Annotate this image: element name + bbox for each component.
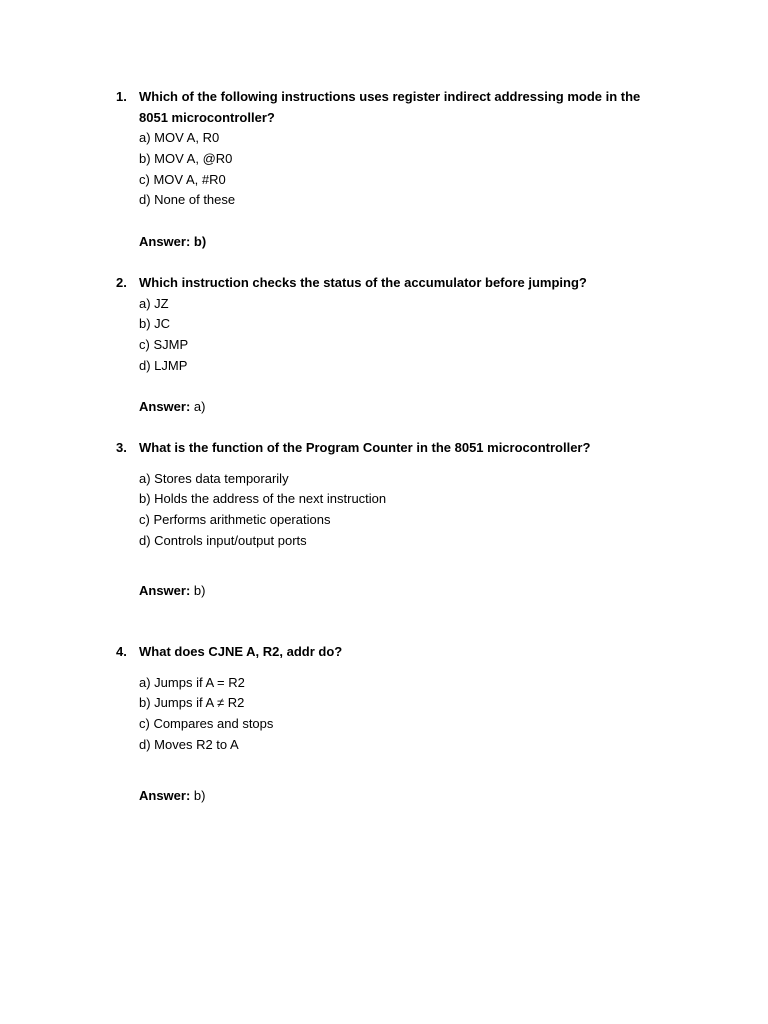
answer-value: b) bbox=[193, 788, 206, 803]
answer bbox=[139, 580, 205, 601]
question-text-line: What does CJNE A, R2, addr do? bbox=[139, 644, 343, 659]
option-a: a) Stores data temporarily bbox=[139, 471, 289, 486]
question-number: 1. bbox=[116, 89, 127, 104]
answer-label: Answer: bbox=[139, 234, 191, 249]
option-d: d) LJMP bbox=[139, 358, 188, 373]
answer-value: b) bbox=[193, 583, 206, 598]
answer-label: Answer: bbox=[139, 583, 191, 598]
answer-label: Answer: bbox=[139, 399, 191, 414]
option-b: b) Jumps if A ≠ R2 bbox=[139, 695, 245, 710]
question-text-line: What is the function of the Program Counter in the 8051 microcontroller? bbox=[139, 440, 591, 455]
question-number: 3. bbox=[116, 440, 127, 455]
answer-value: b) bbox=[193, 234, 207, 249]
answer bbox=[139, 396, 205, 417]
option-a: a) MOV A, R0 bbox=[139, 130, 220, 145]
question-text-line: Which of the following instructions uses register indirect addressing mode in the bbox=[139, 89, 641, 104]
question-number: 4. bbox=[116, 644, 127, 659]
option-b: b) JC bbox=[139, 316, 171, 331]
option-b: b) MOV A, @R0 bbox=[139, 151, 233, 166]
option-d: d) None of these bbox=[139, 192, 236, 207]
option-c: c) Compares and stops bbox=[139, 716, 274, 731]
question-text-line: Which instruction checks the status of the accumulator before jumping? bbox=[139, 275, 587, 290]
option-b: b) Holds the address of the next instruction bbox=[139, 491, 387, 506]
answer bbox=[139, 231, 206, 252]
option-d: d) Moves R2 to A bbox=[139, 737, 239, 752]
answer bbox=[139, 785, 205, 806]
option-a: a) JZ bbox=[139, 296, 169, 311]
question-number: 2. bbox=[116, 275, 127, 290]
option-a: a) Jumps if A = R2 bbox=[139, 675, 245, 690]
answer-label: Answer: bbox=[139, 788, 191, 803]
question-text-line: 8051 microcontroller? bbox=[139, 110, 275, 125]
option-c: c) SJMP bbox=[139, 337, 189, 352]
option-c: c) Performs arithmetic operations bbox=[139, 512, 331, 527]
option-c: c) MOV A, #R0 bbox=[139, 172, 226, 187]
answer-value: a) bbox=[193, 399, 206, 414]
option-d: d) Controls input/output ports bbox=[139, 533, 307, 548]
